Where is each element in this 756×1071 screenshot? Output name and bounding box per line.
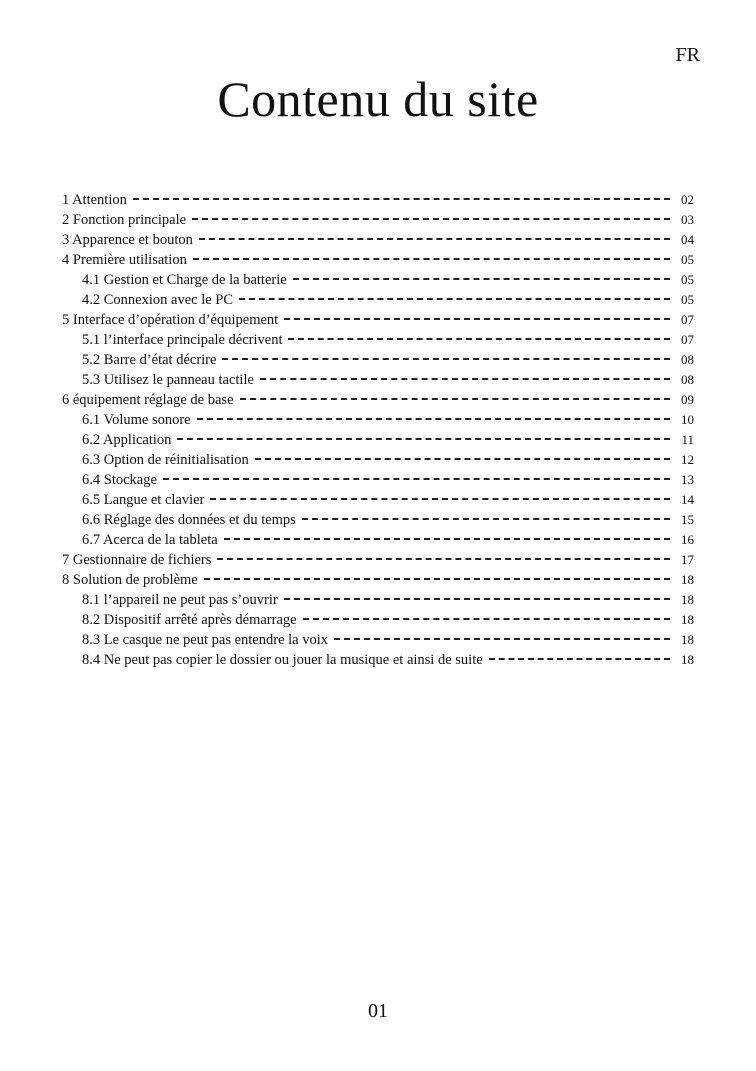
toc-entry [62,292,694,312]
toc-entry-label: 5.2 Barre d’état décrire [82,352,217,368]
toc-entry [62,612,694,632]
toc-entry-page: 05 [681,292,694,307]
dot-leader [197,418,670,420]
dot-leader [260,378,670,380]
toc-entry-label: 6.1 Volume sonore [82,412,191,428]
toc-entry-page: 08 [681,352,694,367]
dot-leader [284,598,670,600]
toc-entry [62,372,694,392]
toc-entry-page: 02 [681,192,694,207]
toc-entry-page: 10 [681,412,694,427]
dot-leader [293,278,670,280]
dot-leader [489,658,670,660]
toc-entry [62,432,694,452]
toc-entry-page: 16 [681,532,694,547]
toc-entry-page: 15 [681,512,694,527]
toc-entry-label: 1 Attention [62,192,127,208]
dot-leader [222,358,670,360]
toc-entry [62,592,694,612]
toc-entry [62,272,694,292]
toc-entry-label: 8 Solution de problème [62,572,198,588]
dot-leader [255,458,670,460]
toc-entry-page: 09 [681,392,694,407]
toc-entry [62,252,694,272]
toc-entry-label: 6.7 Acerca de la tableta [82,532,218,548]
toc-entry-label: 7 Gestionnaire de fichiers [62,552,212,568]
dot-leader [240,398,670,400]
toc-entry-label: 4.2 Connexion avec le PC [82,292,234,308]
toc-entry-label: 6.2 Application [82,432,172,448]
toc-entry-page: 04 [681,232,694,247]
toc-entry-page: 13 [681,472,694,487]
toc-entry [62,232,694,252]
dot-leader [163,478,670,480]
toc-entry [62,452,694,472]
dot-leader [133,198,670,200]
dot-leader [239,298,670,300]
toc-entry-label: 8.2 Dispositif arrêté après démarrage [82,612,297,628]
toc-entry-page: 18 [681,652,694,667]
toc-entry [62,352,694,372]
toc-entry-label: 5.3 Utilisez le panneau tactile [82,372,254,388]
dot-leader [177,438,670,440]
dot-leader [204,578,670,580]
dot-leader [334,638,670,640]
dot-leader [303,618,670,620]
page-title: Contenu du site [217,71,539,127]
toc-entry-page: 08 [681,372,694,387]
toc-entry [62,512,694,532]
toc-entry-label: 8.1 l’appareil ne peut pas s’ouvrir [82,592,278,608]
toc-entry [62,572,694,592]
toc-entry-page: 05 [681,272,694,287]
table-of-contents [62,192,694,672]
toc-entry-page: 18 [681,612,694,627]
toc-entry [62,212,694,232]
dot-leader [284,318,670,320]
language-label: FR [675,44,700,66]
toc-entry-label: 6 équipement réglage de base [62,392,234,408]
toc-entry-label: 6.5 Langue et clavier [82,492,205,508]
toc-entry-page: 18 [681,592,694,607]
dot-leader [193,258,670,260]
toc-entry [62,472,694,492]
toc-entry-label: 8.4 Ne peut pas copier le dossier ou jouer la musique et ainsi de suite [82,652,483,668]
toc-entry-label: 5.1 l’interface principale décrivent [82,332,283,348]
toc-entry-label: 6.3 Option de réinitialisation [82,452,249,468]
toc-entry-page: 18 [681,632,694,647]
toc-entry-page: 07 [681,332,694,347]
toc-entry-page: 03 [681,212,694,227]
toc-entry-label: 6.4 Stockage [82,472,157,488]
toc-entry-page: 14 [681,492,694,507]
toc-entry-label: 3 Apparence et bouton [62,232,193,248]
toc-entry [62,632,694,652]
dot-leader [210,498,670,500]
toc-entry [62,652,694,672]
toc-entry-label: 5 Interface d’opération d’équipement [62,312,279,328]
dot-leader [192,218,670,220]
toc-entry [62,392,694,412]
toc-entry-label: 4 Première utilisation [62,252,187,268]
page-number: 01 [368,1000,388,1022]
toc-entry-label: 8.3 Le casque ne peut pas entendre la voix [82,632,329,648]
toc-entry-page: 05 [681,252,694,267]
dot-leader [199,238,670,240]
toc-entry-page: 12 [681,452,694,467]
toc-entry [62,312,694,332]
toc-entry-page: 17 [681,552,694,567]
toc-entry-page: 11 [681,432,694,447]
toc-entry-page: 18 [681,572,694,587]
toc-entry [62,552,694,572]
toc-entry [62,492,694,512]
dot-leader [288,338,670,340]
toc-entry-label: 6.6 Réglage des données et du temps [82,512,296,528]
toc-entry-label: 4.1 Gestion et Charge de la batterie [82,272,287,288]
toc-entry-label: 2 Fonction principale [62,212,187,228]
toc-entry [62,332,694,352]
toc-entry [62,192,694,212]
dot-leader [217,558,670,560]
dot-leader [224,538,670,540]
toc-entry [62,412,694,432]
toc-entry [62,532,694,552]
dot-leader [302,518,670,520]
toc-entry-page: 07 [681,312,694,327]
